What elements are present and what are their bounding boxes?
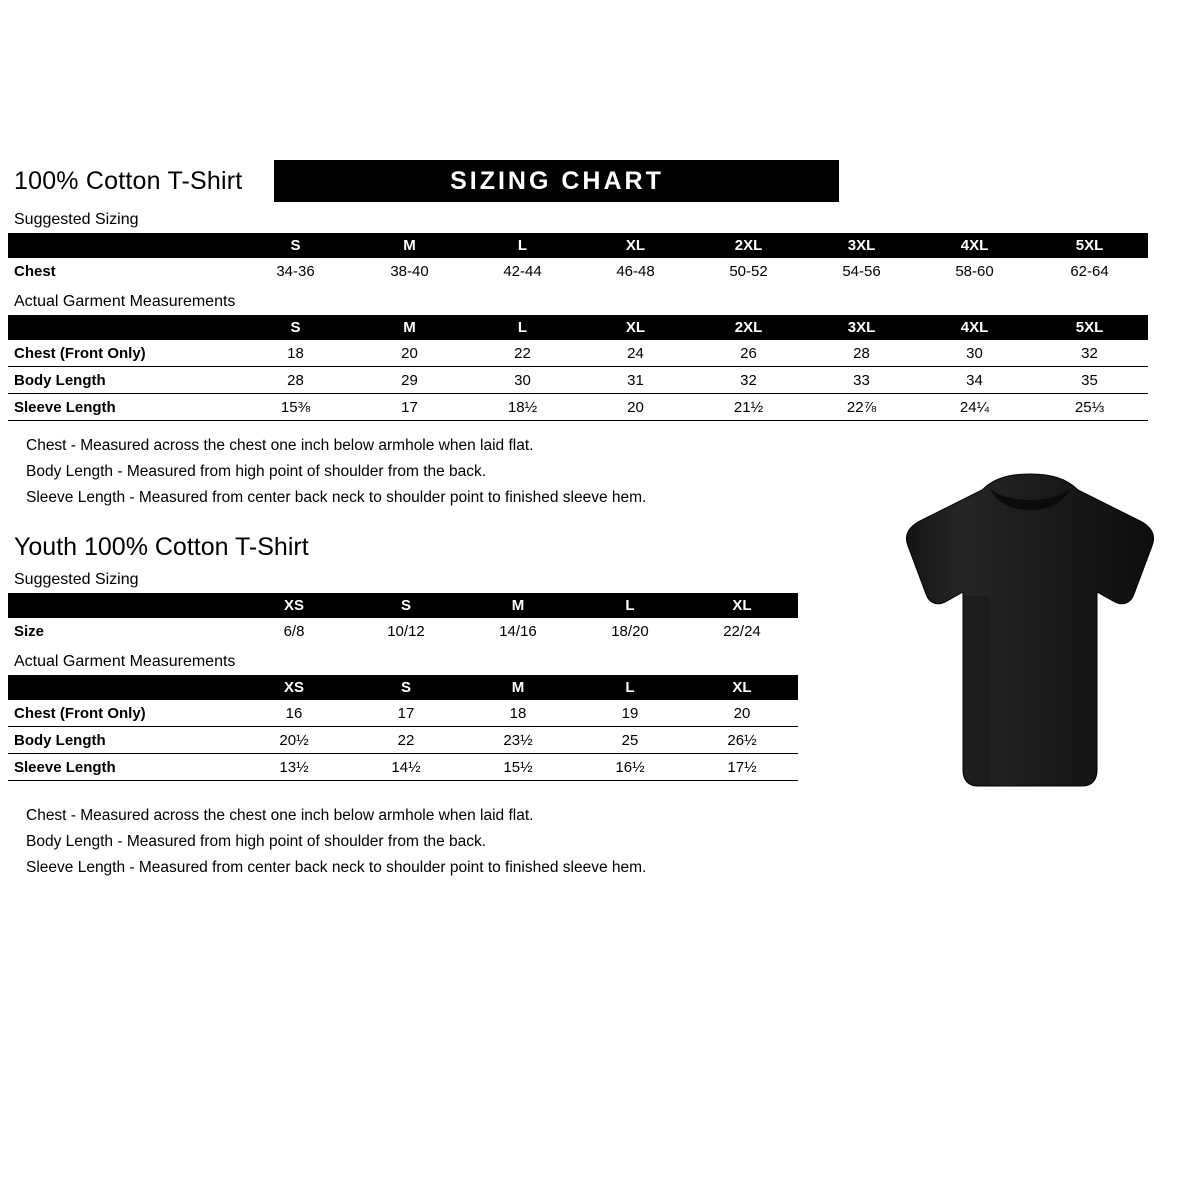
column-header: XL xyxy=(625,237,646,254)
note-body-length: Body Length - Measured from high point of shoulder from the back. xyxy=(26,463,487,480)
note-sleeve-length: Sleeve Length - Measured from center back neck to shoulder point to finished sleeve hem. xyxy=(26,489,647,506)
column-header: M xyxy=(511,597,525,614)
table-cell: 17 xyxy=(353,394,466,421)
row-label: Sleeve Length xyxy=(8,394,238,421)
column-header xyxy=(8,233,238,258)
table-cell: 17 xyxy=(350,700,462,727)
table-cell: 15⅜ xyxy=(238,394,353,421)
table-cell: 26 xyxy=(692,340,805,367)
table-cell: 14/16 xyxy=(462,618,574,644)
table-row xyxy=(8,618,798,644)
table-cell: 18/20 xyxy=(574,618,686,644)
column-header: XL xyxy=(732,679,752,696)
sizing-chart-banner-label: SIZING CHART xyxy=(450,166,664,195)
adult-product-title: 100% Cotton T-Shirt xyxy=(14,166,243,195)
column-header: L xyxy=(517,319,528,336)
table-cell: 28 xyxy=(805,340,918,367)
sizing-chart-banner xyxy=(274,160,839,202)
table-cell: 24 xyxy=(579,340,692,367)
table-row xyxy=(8,394,1148,421)
table-cell: 18 xyxy=(238,340,353,367)
table-cell: 20 xyxy=(353,340,466,367)
table-cell: 33 xyxy=(805,367,918,394)
table-cell: 50-52 xyxy=(692,258,805,284)
column-header: S xyxy=(290,237,301,254)
row-label: Body Length xyxy=(8,727,238,754)
note-body-length: Body Length - Measured from high point of shoulder from the back. xyxy=(26,833,487,850)
table-cell: 22 xyxy=(350,727,462,754)
column-header xyxy=(8,675,238,700)
table-cell: 46-48 xyxy=(579,258,692,284)
table-cell: 25⅓ xyxy=(1031,394,1148,421)
table-cell: 34-36 xyxy=(238,258,353,284)
youth-measurements-table xyxy=(8,675,798,781)
column-header: M xyxy=(511,679,525,696)
table-cell: 16 xyxy=(238,700,350,727)
table-cell: 22⅞ xyxy=(805,394,918,421)
column-header: 3XL xyxy=(847,319,876,336)
column-header: L xyxy=(517,237,528,254)
table-cell: 22 xyxy=(466,340,579,367)
column-header xyxy=(8,315,238,340)
column-header: 4XL xyxy=(960,319,989,336)
column-header: S xyxy=(400,597,411,614)
youth-measurements-label: Actual Garment Measurements xyxy=(14,653,236,670)
adult-header-row xyxy=(8,160,1148,202)
table-cell: 22/24 xyxy=(686,618,798,644)
table-cell: 24¼ xyxy=(918,394,1031,421)
column-header: M xyxy=(403,319,416,336)
column-header: 5XL xyxy=(1075,237,1104,254)
table-cell: 18 xyxy=(462,700,574,727)
table-cell: 6/8 xyxy=(238,618,350,644)
note-chest: Chest - Measured across the chest one inch below armhole when laid flat. xyxy=(26,437,534,454)
table-cell: 30 xyxy=(466,367,579,394)
column-header: 5XL xyxy=(1075,319,1104,336)
note-sleeve-length: Sleeve Length - Measured from center back neck to shoulder point to finished sleeve hem. xyxy=(26,859,647,876)
row-label: Chest xyxy=(8,258,238,284)
column-header: XS xyxy=(283,679,304,696)
table-cell: 26½ xyxy=(686,727,798,754)
row-label: Size xyxy=(8,618,238,644)
table-cell: 28 xyxy=(238,367,353,394)
table-cell: 32 xyxy=(692,367,805,394)
table-header-row xyxy=(8,593,798,618)
row-label: Sleeve Length xyxy=(8,754,238,781)
row-label: Chest (Front Only) xyxy=(8,340,238,367)
table-cell: 18½ xyxy=(466,394,579,421)
table-cell: 21½ xyxy=(692,394,805,421)
table-cell: 15½ xyxy=(462,754,574,781)
table-row xyxy=(8,754,798,781)
column-header: M xyxy=(403,237,416,254)
column-header: S xyxy=(400,679,411,696)
table-cell: 42-44 xyxy=(466,258,579,284)
table-cell: 13½ xyxy=(238,754,350,781)
table-cell: 16½ xyxy=(574,754,686,781)
adult-measurements-table xyxy=(8,315,1148,421)
column-header: 2XL xyxy=(734,319,763,336)
adult-measurements-label: Actual Garment Measurements xyxy=(14,293,236,310)
table-cell: 14½ xyxy=(350,754,462,781)
column-header: L xyxy=(625,679,635,696)
tshirt-illustration xyxy=(890,470,1170,800)
table-cell: 19 xyxy=(574,700,686,727)
column-header xyxy=(8,593,238,618)
column-header: XS xyxy=(283,597,304,614)
table-row xyxy=(8,367,1148,394)
table-header-row xyxy=(8,675,798,700)
table-cell: 34 xyxy=(918,367,1031,394)
table-cell: 25 xyxy=(574,727,686,754)
table-header-row xyxy=(8,233,1148,258)
table-cell: 20 xyxy=(579,394,692,421)
table-cell: 20½ xyxy=(238,727,350,754)
column-header: 3XL xyxy=(847,237,876,254)
note-chest: Chest - Measured across the chest one inch below armhole when laid flat. xyxy=(26,807,534,824)
youth-notes xyxy=(8,803,1148,881)
table-cell: 35 xyxy=(1031,367,1148,394)
column-header: XL xyxy=(732,597,752,614)
table-cell: 23½ xyxy=(462,727,574,754)
table-cell: 38-40 xyxy=(353,258,466,284)
table-row xyxy=(8,258,1148,284)
table-header-row xyxy=(8,315,1148,340)
table-cell: 29 xyxy=(353,367,466,394)
table-cell: 10/12 xyxy=(350,618,462,644)
column-header: 2XL xyxy=(734,237,763,254)
table-row xyxy=(8,727,798,754)
column-header: XL xyxy=(625,319,646,336)
row-label: Body Length xyxy=(8,367,238,394)
table-cell: 31 xyxy=(579,367,692,394)
table-cell: 30 xyxy=(918,340,1031,367)
column-header: 4XL xyxy=(960,237,989,254)
adult-suggested-sizing-label: Suggested Sizing xyxy=(14,211,139,228)
column-header: L xyxy=(625,597,635,614)
table-cell: 62-64 xyxy=(1031,258,1148,284)
table-cell: 32 xyxy=(1031,340,1148,367)
table-cell: 17½ xyxy=(686,754,798,781)
youth-suggested-sizing-table xyxy=(8,593,798,644)
product-image xyxy=(890,470,1170,800)
table-cell: 54-56 xyxy=(805,258,918,284)
table-cell: 20 xyxy=(686,700,798,727)
youth-product-title: Youth 100% Cotton T-Shirt xyxy=(14,533,309,561)
column-header: S xyxy=(290,319,301,336)
row-label: Chest (Front Only) xyxy=(8,700,238,727)
table-cell: 58-60 xyxy=(918,258,1031,284)
youth-suggested-sizing-label: Suggested Sizing xyxy=(14,571,139,588)
table-row xyxy=(8,700,798,727)
table-row xyxy=(8,340,1148,367)
adult-suggested-sizing-table xyxy=(8,233,1148,284)
